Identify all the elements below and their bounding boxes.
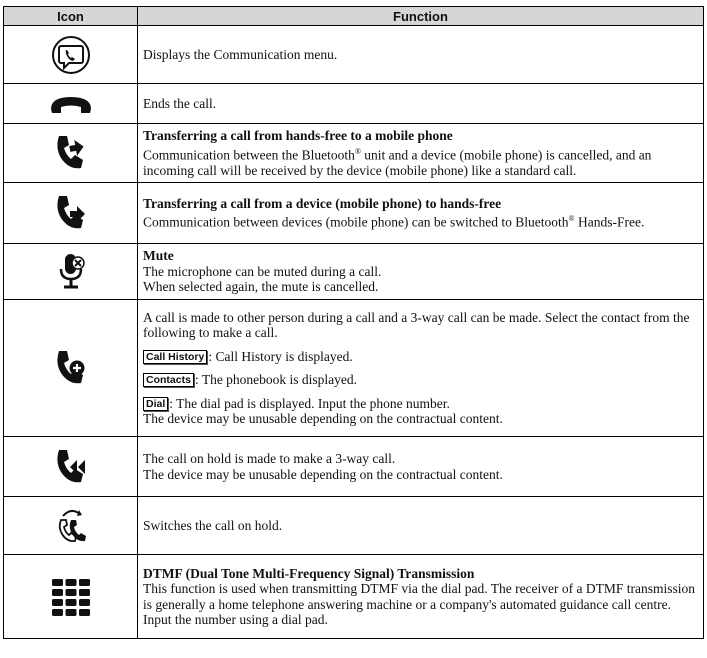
function-title: DTMF (Dual Tone Multi-Frequency Signal) Transmission <box>143 565 475 581</box>
function-text: Displays the Communication menu. <box>143 46 338 62</box>
table-row <box>4 437 704 497</box>
function-title: Mute <box>143 248 174 264</box>
table-row <box>4 124 704 183</box>
function-text: The microphone can be muted during a call. <box>143 263 382 279</box>
function-text: A call is made to other person during a call and a 3-way call can be made. Select the contact from the following to make a call. <box>143 309 690 340</box>
table-row <box>4 497 704 555</box>
function-text <box>143 144 697 179</box>
mute-icon <box>56 251 86 293</box>
function-text <box>143 396 697 412</box>
registered-mark: ® <box>354 146 361 156</box>
table-header-row <box>4 7 704 26</box>
function-text: Switches the call on hold. <box>143 517 283 533</box>
function-cell <box>138 124 704 183</box>
dial-pad-icon <box>51 577 91 617</box>
icon-cell <box>4 300 138 437</box>
function-title: Transferring a call from a device (mobile phone) to hands-free <box>143 195 502 211</box>
switch-call-icon <box>53 504 89 548</box>
text-part: : Call History is displayed. <box>208 348 353 364</box>
transfer-to-handsfree-icon <box>53 192 89 234</box>
icon-cell <box>4 497 138 555</box>
function-text: The call on hold is made to make a 3-way call. <box>143 451 396 466</box>
function-cell <box>138 183 704 244</box>
function-title: Transferring a call from hands-free to a mobile phone <box>143 128 453 143</box>
function-text <box>143 372 697 388</box>
end-call-icon <box>48 93 94 115</box>
table-row <box>4 300 704 437</box>
function-cell <box>138 244 704 300</box>
function-text: Ends the call. <box>143 95 217 111</box>
function-cell <box>138 555 704 639</box>
table-row <box>4 26 704 84</box>
icon-cell <box>4 124 138 183</box>
function-cell <box>138 84 704 124</box>
icon-cell <box>4 244 138 300</box>
function-text: The device may be unusable depending on the contractual content. <box>143 466 503 482</box>
contacts-button[interactable]: Contacts <box>143 373 194 387</box>
function-text: When selected again, the mute is cancelled. <box>143 279 379 295</box>
function-text: This function is used when transmitting DTMF via the dial pad. The receiver of a DTMF transmission is generally a home telephone answering machine or a company's automated guidance call centre. <box>143 581 696 612</box>
icon-function-table <box>3 6 704 639</box>
function-cell <box>138 497 704 555</box>
text-part: : The dial pad is displayed. Input the phone number. <box>169 395 450 411</box>
add-call-icon <box>53 347 89 389</box>
function-cell <box>138 26 704 84</box>
text-part: Hands-Free. <box>574 214 645 230</box>
text-part: Communication between devices (mobile phone) can be switched to Bluetooth <box>143 214 569 230</box>
function-text <box>143 349 697 365</box>
merge-call-icon <box>53 446 89 488</box>
table-row <box>4 244 704 300</box>
function-text: The device may be unusable depending on the contractual content. <box>143 411 503 426</box>
header-icon: Icon <box>4 7 138 26</box>
function-text <box>143 211 697 230</box>
function-cell <box>138 300 704 437</box>
transfer-to-mobile-icon <box>53 132 89 174</box>
dial-button[interactable]: Dial <box>143 397 168 411</box>
registered-mark: ® <box>568 214 575 224</box>
table-row <box>4 183 704 244</box>
header-function: Function <box>138 7 704 26</box>
text-part: : The phonebook is displayed. <box>194 372 358 387</box>
table-row <box>4 555 704 639</box>
text-part: unit and a device (mobile phone) is cancelled, and an incoming call will be received by the device (mobile phone) like a standard call. <box>143 147 652 178</box>
icon-cell <box>4 555 138 639</box>
icon-cell <box>4 183 138 244</box>
function-text: Input the number using a dial pad. <box>143 612 328 627</box>
icon-cell <box>4 26 138 84</box>
communication-icon <box>51 35 91 75</box>
call-history-button[interactable]: Call History <box>143 350 207 364</box>
table-row <box>4 84 704 124</box>
function-cell <box>138 437 704 497</box>
text-part: Communication between the Bluetooth <box>143 147 355 162</box>
icon-cell <box>4 437 138 497</box>
icon-cell <box>4 84 138 124</box>
